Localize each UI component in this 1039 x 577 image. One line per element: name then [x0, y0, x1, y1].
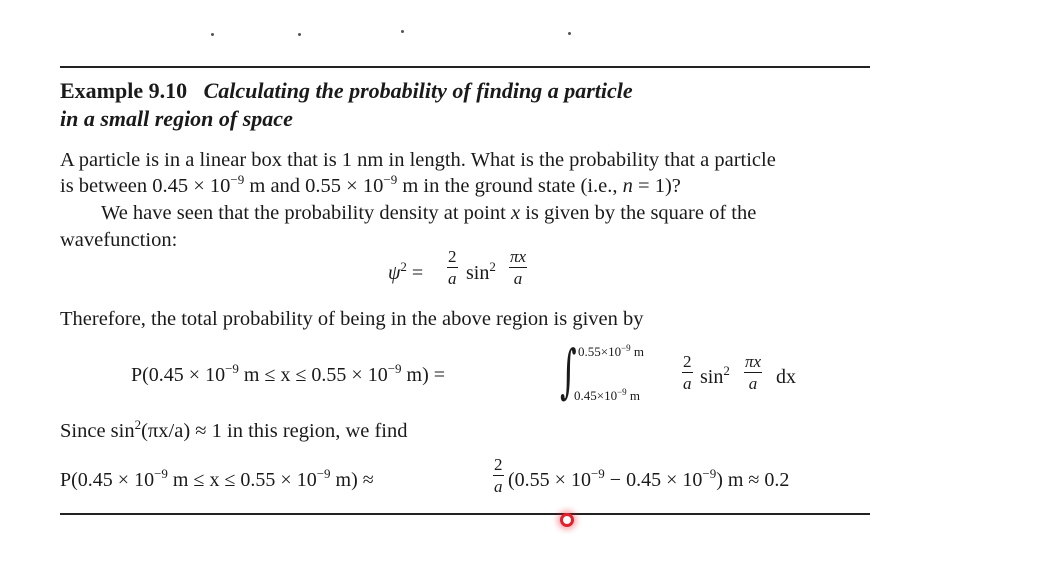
stray-mark	[568, 32, 571, 35]
integrand-sin-squared: $\sin^2$	[700, 363, 730, 388]
sin-squared: $\sin^2$	[466, 259, 496, 284]
integrand-fraction-pix-over-a: πx a	[745, 352, 762, 393]
example-heading	[60, 78, 633, 104]
paragraph-1-line2: is between $0.45 \times 10^{-9}$ m and $0.55 \times 10^{-9}$ m in the ground state (i.e., n = 1)?	[60, 172, 681, 197]
therefore-line: Therefore, the total probability of being in the above region is given by	[60, 308, 644, 330]
fraction-pix-over-a: πx a	[510, 247, 527, 288]
example-number: Example 9.10	[60, 78, 188, 103]
fraction-2-over-a: 2 a	[448, 247, 457, 288]
stray-mark	[401, 30, 404, 33]
equation-psi-squared: $\psi^2$ =	[388, 259, 424, 284]
example-title-line1: Calculating the probability of finding a particle	[203, 78, 633, 103]
paragraph-1-line1: A particle is in a linear box that is 1 nm in length. What is the probability that a particle	[60, 149, 776, 171]
top-rule	[60, 66, 870, 68]
bottom-rule	[60, 513, 870, 515]
equation-probability-result-lhs: $P(0.45 \times 10^{-9}$ $m \le x \le 0.55 \times 10^{-9}$ m) ≈	[60, 466, 374, 491]
equation-probability-integral-lhs: $P(0.45 \times 10^{-9}$ $m \le x \le 0.55 \times 10^{-9}$ m) =	[131, 361, 446, 386]
integral-upper-limit: $0.55\times 10^{-9}$ m	[578, 343, 645, 359]
integral-sign: ∫	[560, 337, 577, 405]
stray-mark	[298, 33, 301, 36]
integral-lower-limit: $0.45\times 10^{-9}$ m	[574, 387, 641, 403]
integrand-fraction-2-over-a: 2 a	[683, 352, 692, 393]
since-line: Since $\sin^2(\pi x/a) \approx 1$ in this region, we find	[60, 417, 408, 442]
integrand-dx: dx	[776, 366, 796, 388]
stray-mark	[211, 33, 214, 36]
example-title-line2: in a small region of space	[60, 106, 293, 131]
cursor-highlight-icon	[560, 513, 574, 527]
paragraph-2-line1: We have seen that the probability density at point x is given by the square of the	[101, 202, 757, 224]
equation-probability-result-rhs: $(0.55 \times 10^{-9} - 0.45 \times 10^{-9})$ m ≈ 0.2	[508, 466, 790, 491]
result-fraction-2-over-a: 2 a	[494, 455, 503, 496]
paragraph-2-line2: wavefunction:	[60, 229, 178, 251]
